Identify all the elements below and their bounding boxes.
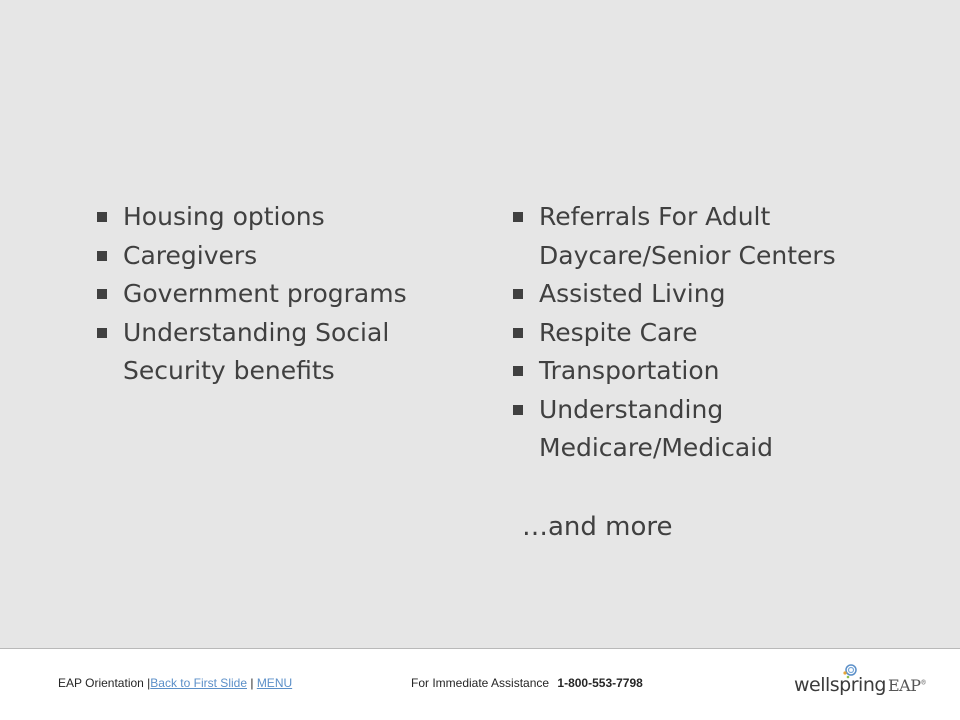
footer-separator: | [250,676,254,690]
footer-separator: | [147,676,151,690]
list-item [96,275,456,314]
wellspring-logo [794,664,926,700]
square-bullet-icon [97,251,107,261]
list-item [96,237,456,276]
list-item-text: Understanding Medicare/Medicaid [539,394,774,462]
list-item-text: Referrals For Adult Daycare/Senior Centers [539,202,836,270]
list-item [512,275,912,314]
assistance-info [411,676,643,690]
menu-link[interactable]: MENU [256,676,293,690]
square-bullet-icon [97,289,107,299]
list-item-text: Understanding Social Security benefits [123,317,390,385]
list-item [96,314,456,391]
square-bullet-icon [513,212,523,222]
logo-eap: EAP [887,676,921,695]
list-item [96,198,456,237]
logo-registered-mark: ® [920,679,926,687]
list-item-text: Housing options [123,202,325,231]
footer-nav [58,676,292,690]
and-more-text: …and more [522,512,673,542]
left-bullet-list [96,198,456,391]
assistance-phone: 1-800-553-7798 [557,676,643,690]
list-item-text: Assisted Living [539,279,726,308]
list-item [512,314,912,353]
list-item [512,391,912,468]
list-item [512,198,912,275]
list-item-text: Respite Care [539,317,698,347]
square-bullet-icon [513,328,523,338]
square-bullet-icon [97,328,107,338]
logo-word: wellspring [794,674,886,696]
list-item-text: Caregivers [123,240,258,270]
list-item-text: Government programs [123,279,407,308]
square-bullet-icon [513,405,523,415]
right-bullet-list [512,198,912,468]
footer-title: EAP Orientation [58,676,144,690]
assistance-label: For Immediate Assistance [411,676,550,690]
square-bullet-icon [97,212,107,222]
list-item [512,352,912,391]
back-to-first-slide-link[interactable]: Back to First Slide [150,676,247,690]
square-bullet-icon [513,289,523,299]
square-bullet-icon [513,366,523,376]
list-item-text: Transportation [539,356,720,385]
